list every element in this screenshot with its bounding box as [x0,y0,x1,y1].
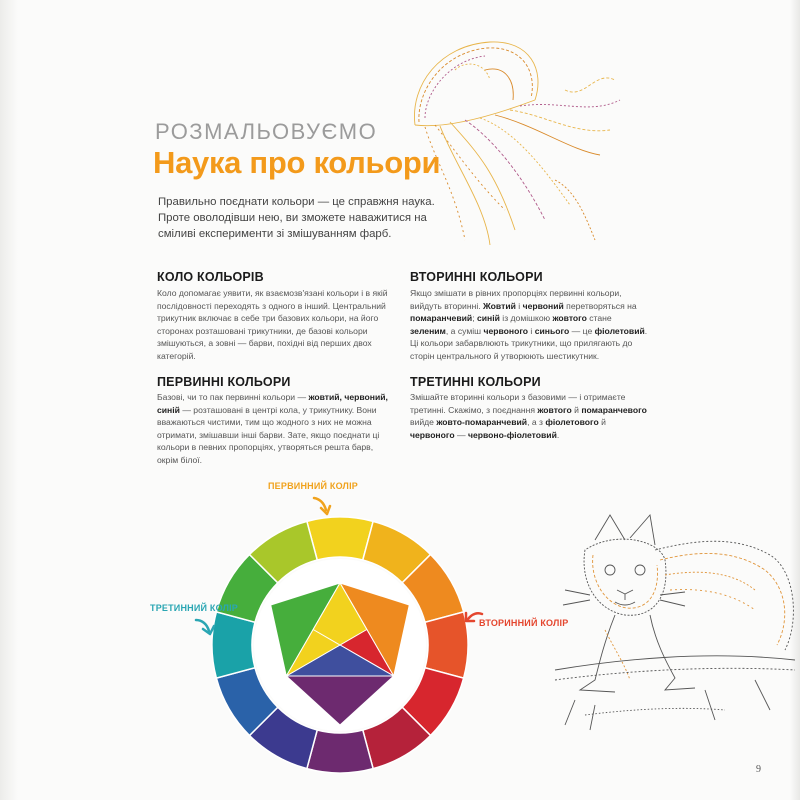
arrow-primary-icon [310,495,340,517]
section-body-primary: Базові, чи то пак первинні кольори — жовтий, червоний, синій — розташовані в центрі кола, у трикутнику. Вони вважаються чистими, тим що жодного з них не можна отримати, змішавши інші барви. Зате, якщо поєднати ці кольори в певних пропорціях, утворяться решта барв, окрім білої. [157,392,388,465]
wheel-segment-6 [307,730,373,773]
wheel-segment-0 [307,517,373,560]
section-heading-primary: ПЕРВИННІ КОЛЬОРИ [157,375,291,389]
arrow-tertiary-icon [193,614,221,638]
section-heading-color-wheel: КОЛО КОЛЬОРІВ [157,270,264,284]
cat-illustration [555,510,800,760]
label-primary-color: ПЕРВИННИЙ КОЛІР [268,481,358,491]
arrow-secondary-icon [460,608,486,632]
page-title: Наука про кольори [153,145,441,180]
section-heading-tertiary: ТРЕТИННІ КОЛЬОРИ [410,375,541,389]
section-body-secondary: Якщо змішати в рівних пропорціях первинні кольори, вийдуть вторинні. Жовтий і червоний перетворяться на помаранчевий; синій із домішкою жовтого стане зеленим, а суміш червоного і синього — це фіолетовий. Ці кольори забарвлюють трикутники, що прилягають до сторін центрального й утворюють шестикутник. [410,288,648,361]
page-gutter-shadow [0,0,18,800]
page-kicker: РОЗМАЛЬОВУЄМО [155,119,378,144]
label-secondary-color: ВТОРИННИЙ КОЛІР [479,618,569,628]
label-tertiary-color: ТРЕТИННИЙ КОЛІР [150,603,238,613]
section-body-tertiary: Змішайте вторинні кольори з базовими — і отримаєте третинні. Скажімо, з поєднання жовтого й помаранчевого вийде жовто-помаранчевий, а з фіолетового й червоного — червоно-фіолетовий. [410,392,647,440]
color-wheel [200,505,480,785]
section-body-color-wheel: Коло допомагає уявити, як взаємозв'язані кольори і в якій послідовності переходять з одного в інший. Центральний трикутник включає в себе три базових кольори, на його сторонах розташовані трикутники, де базові кольори змішуються, а зовні — барви, похідні від перших двох категорій. [157,288,388,361]
section-heading-secondary: ВТОРИННІ КОЛЬОРИ [410,270,543,284]
page-number: 9 [756,764,761,775]
intro-paragraph: Правильно поєднати кольори — це справжня наука. Проте оволодівши нею, ви зможете наважитися на сміливі експерименти зі змішуванням фарб. [158,196,435,240]
